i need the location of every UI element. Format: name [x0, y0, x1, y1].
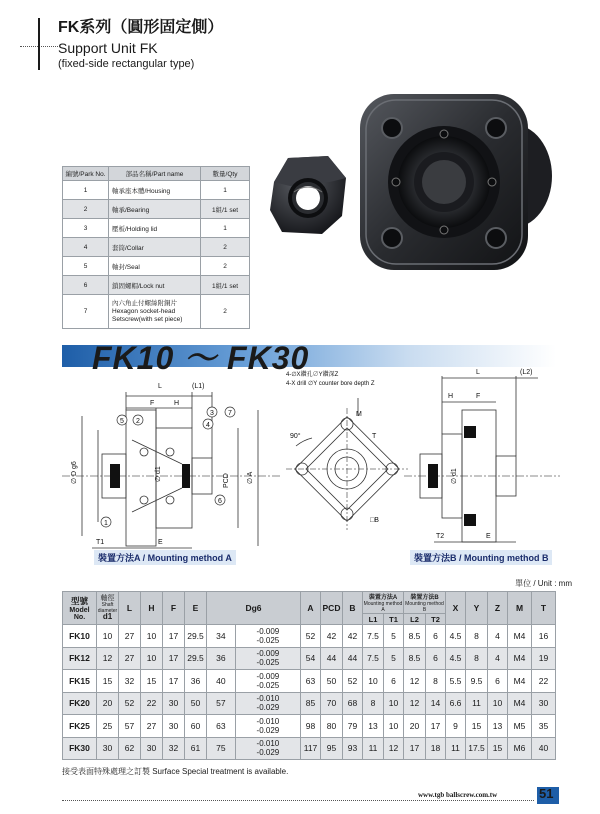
- cell-d1: 30: [97, 737, 119, 760]
- cell-d: 75: [207, 737, 236, 760]
- cell-m: M4: [508, 692, 532, 715]
- banner-title: FK10 ～ FK30: [92, 340, 310, 376]
- tolerance-upper: -0.010: [256, 694, 280, 704]
- cell-t: 30: [532, 692, 556, 715]
- cell-l: 27: [119, 625, 141, 648]
- th-pcd: PCD: [321, 592, 343, 625]
- m-label: M: [356, 411, 362, 418]
- th-t1: T1: [384, 614, 404, 625]
- cell-a: 98: [301, 715, 321, 738]
- cell-t: 16: [532, 625, 556, 648]
- cell-b: 52: [343, 670, 363, 693]
- parts-header-name: 部品名稱/Part name: [109, 167, 201, 181]
- cell-y: 8: [466, 647, 488, 670]
- svg-text:∅ D g6: ∅ D g6: [71, 461, 78, 484]
- cell-l2: 8.5: [404, 647, 426, 670]
- tolerance-upper: -0.009: [256, 649, 280, 659]
- th-l2: L2: [404, 614, 426, 625]
- support-unit-photo: [352, 84, 560, 280]
- cell-e: 61: [185, 737, 207, 760]
- cell-m: M6: [508, 737, 532, 760]
- part-qty: 1: [201, 219, 250, 238]
- cell-b: 42: [343, 625, 363, 648]
- cell-pcd: 50: [321, 670, 343, 693]
- svg-text:5: 5: [120, 418, 124, 425]
- spec-row: [63, 737, 556, 760]
- svg-text:F: F: [150, 400, 155, 407]
- th-shaft-en2: diameter: [97, 608, 118, 614]
- part-no: 3: [63, 219, 109, 238]
- lock-nut-photo: [266, 152, 350, 236]
- cell-dg6-tolerance: [235, 625, 300, 648]
- th-dg6: Dg6: [207, 592, 301, 625]
- cell-f: 17: [163, 647, 185, 670]
- cell-h: 22: [141, 692, 163, 715]
- cell-z: 13: [488, 715, 508, 738]
- cell-d: 36: [207, 647, 236, 670]
- cell-dg6-tolerance: [235, 737, 300, 760]
- part-no: 5: [63, 257, 109, 276]
- cell-z: 10: [488, 692, 508, 715]
- th-mounting-a: [363, 592, 404, 614]
- cell-t2: 14: [426, 692, 446, 715]
- cell-x: 9: [446, 715, 466, 738]
- parts-header-no: 編號/Park No.: [63, 167, 109, 181]
- th-model: [63, 592, 97, 625]
- part-name: 軸承座本體/Housing: [109, 181, 201, 200]
- l2-label: (L2): [520, 369, 533, 376]
- cell-a: 85: [301, 692, 321, 715]
- cell-b: 68: [343, 692, 363, 715]
- cell-t: 19: [532, 647, 556, 670]
- part-name: 鎖固螺帽/Lock nut: [109, 276, 201, 295]
- b-label: □B: [370, 517, 379, 524]
- svg-text:6: 6: [218, 498, 222, 505]
- part-no: 1: [63, 181, 109, 200]
- th-e: E: [185, 592, 207, 625]
- part-qty: 2: [201, 295, 250, 329]
- series-cn: 系列（圓形固定側）: [79, 19, 224, 36]
- cell-h: 10: [141, 647, 163, 670]
- th-t: T: [532, 592, 556, 625]
- subtitle-en: (fixed-side rectangular type): [58, 58, 195, 70]
- part-qty: 1組/1 set: [201, 276, 250, 295]
- cell-x: 5.5: [446, 670, 466, 693]
- tolerance-lower: -0.029: [256, 748, 280, 758]
- series-title: [58, 14, 223, 37]
- cell-z: 4: [488, 647, 508, 670]
- cell-t2: 6: [426, 625, 446, 648]
- spec-row: [63, 647, 556, 670]
- th-model-cn: 型號: [70, 596, 88, 606]
- cell-model: FK20: [63, 692, 97, 715]
- parts-row: [63, 257, 250, 276]
- drawing-method-b: [404, 366, 560, 552]
- cell-l2: 12: [404, 692, 426, 715]
- th-shaft-cn: 軸徑: [100, 595, 115, 602]
- footer-url: www.tgb ballscrew.com.tw: [418, 791, 498, 799]
- cell-d: 40: [207, 670, 236, 693]
- part-no: 4: [63, 238, 109, 257]
- l-label-b: L: [476, 369, 480, 376]
- svg-text:PCD: PCD: [223, 473, 230, 488]
- tolerance-upper: -0.009: [256, 626, 280, 636]
- cell-t2: 6: [426, 647, 446, 670]
- svg-text:1: 1: [104, 520, 108, 527]
- cell-model: FK25: [63, 715, 97, 738]
- cell-f: 30: [163, 692, 185, 715]
- e-label-b: E: [486, 533, 491, 540]
- svg-text:L: L: [158, 383, 162, 390]
- th-l: L: [119, 592, 141, 625]
- th-x: X: [446, 592, 466, 625]
- th-mounting-b: [404, 592, 446, 614]
- d1-label-b: ∅ d1: [451, 468, 458, 484]
- header-bar: [38, 18, 40, 70]
- drawing-method-a: [62, 372, 284, 558]
- spec-row: [63, 625, 556, 648]
- drill-note-cn: 4-∅X鑽孔∅Y鑽深Z: [286, 372, 339, 378]
- tolerance-lower: -0.025: [256, 658, 280, 668]
- cell-l1: 7.5: [363, 647, 384, 670]
- spec-table: [62, 591, 556, 760]
- parts-row: [63, 181, 250, 200]
- unit-label: 單位 / Unit : mm: [515, 579, 572, 588]
- part-name-line: Setscrew(with set piece): [112, 315, 183, 323]
- cell-z: 4: [488, 625, 508, 648]
- parts-header-qty: 數量/Qty: [201, 167, 250, 181]
- svg-text:H: H: [174, 400, 180, 407]
- cell-t: 22: [532, 670, 556, 693]
- cell-y: 9.5: [466, 670, 488, 693]
- cell-e: 50: [185, 692, 207, 715]
- surface-treatment-note: 接受表面特殊處理之訂製 Surface Special treatment is available.: [62, 767, 289, 776]
- cell-f: 32: [163, 737, 185, 760]
- svg-text:∅ d1: ∅ d1: [155, 466, 162, 482]
- spec-header-row: [63, 592, 556, 614]
- cell-t1: 6: [384, 670, 404, 693]
- svg-text:T1: T1: [96, 539, 105, 546]
- cell-pcd: 70: [321, 692, 343, 715]
- parts-row: [63, 295, 250, 329]
- cell-b: 79: [343, 715, 363, 738]
- th-m: M: [508, 592, 532, 625]
- th-mounting-b-cn: 裝置方法B: [410, 595, 439, 601]
- th-a: A: [301, 592, 321, 625]
- cell-t1: 5: [384, 647, 404, 670]
- cell-pcd: 44: [321, 647, 343, 670]
- cell-a: 52: [301, 625, 321, 648]
- cell-t1: 10: [384, 692, 404, 715]
- cell-y: 15: [466, 715, 488, 738]
- cell-d1: 20: [97, 692, 119, 715]
- cell-d: 63: [207, 715, 236, 738]
- cell-d1: 10: [97, 625, 119, 648]
- cell-l2: 17: [404, 737, 426, 760]
- spec-row: [63, 670, 556, 693]
- th-l1: L1: [363, 614, 384, 625]
- angle-label: 90°: [290, 433, 301, 440]
- cell-e: 29.5: [185, 647, 207, 670]
- part-qty: 2: [201, 238, 250, 257]
- tolerance-lower: -0.029: [256, 725, 280, 735]
- tolerance-lower: -0.025: [256, 635, 280, 645]
- part-no: 7: [63, 295, 109, 329]
- cell-y: 17.5: [466, 737, 488, 760]
- th-model-en: Model No.: [69, 607, 90, 621]
- cell-model: FK10: [63, 625, 97, 648]
- cell-l1: 7.5: [363, 625, 384, 648]
- cell-f: 17: [163, 670, 185, 693]
- cell-l1: 11: [363, 737, 384, 760]
- parts-row: [63, 276, 250, 295]
- parts-row: [63, 200, 250, 219]
- f-label-b: F: [476, 393, 481, 400]
- cell-t2: 17: [426, 715, 446, 738]
- part-name: 軸承/Bearing: [109, 200, 201, 219]
- t-label: T: [372, 433, 377, 440]
- part-name-line: Hexagon socket-head: [112, 307, 176, 315]
- cell-d1: 12: [97, 647, 119, 670]
- cell-y: 11: [466, 692, 488, 715]
- cell-a: 63: [301, 670, 321, 693]
- cell-t: 40: [532, 737, 556, 760]
- cell-d1: 25: [97, 715, 119, 738]
- cell-l1: 8: [363, 692, 384, 715]
- svg-text:(L1): (L1): [192, 383, 205, 390]
- cell-e: 29.5: [185, 625, 207, 648]
- th-b: B: [343, 592, 363, 625]
- part-qty: 1: [201, 181, 250, 200]
- cell-h: 27: [141, 715, 163, 738]
- cell-t1: 5: [384, 625, 404, 648]
- svg-text:4: 4: [206, 422, 210, 429]
- cell-t2: 8: [426, 670, 446, 693]
- tolerance-lower: -0.025: [256, 680, 280, 690]
- cell-x: 11: [446, 737, 466, 760]
- spec-table-body: [63, 625, 556, 760]
- th-f: F: [163, 592, 185, 625]
- cell-t: 35: [532, 715, 556, 738]
- cell-l: 62: [119, 737, 141, 760]
- cell-z: 6: [488, 670, 508, 693]
- h-label-b: H: [448, 393, 454, 400]
- th-shaft-en1: Shaft: [101, 602, 114, 608]
- cell-f: 30: [163, 715, 185, 738]
- part-qty: 2: [201, 257, 250, 276]
- part-no: 6: [63, 276, 109, 295]
- cell-h: 30: [141, 737, 163, 760]
- spec-row: [63, 715, 556, 738]
- parts-row: [63, 238, 250, 257]
- tolerance-upper: -0.010: [256, 716, 280, 726]
- cell-t1: 10: [384, 715, 404, 738]
- part-name: 壓板/Holding lid: [109, 219, 201, 238]
- cell-m: M4: [508, 647, 532, 670]
- cell-dg6-tolerance: [235, 670, 300, 693]
- part-name: 軸封/Seal: [109, 257, 201, 276]
- cell-l: 32: [119, 670, 141, 693]
- th-shaft: [97, 592, 119, 625]
- cell-l2: 8.5: [404, 625, 426, 648]
- parts-table: [62, 166, 250, 329]
- cell-y: 8: [466, 625, 488, 648]
- cell-l2: 12: [404, 670, 426, 693]
- cell-h: 15: [141, 670, 163, 693]
- cell-pcd: 42: [321, 625, 343, 648]
- cell-l1: 10: [363, 670, 384, 693]
- cell-b: 44: [343, 647, 363, 670]
- series-code: FK: [58, 19, 80, 36]
- svg-text:E: E: [158, 539, 163, 546]
- cell-dg6-tolerance: [235, 692, 300, 715]
- cell-d: 34: [207, 625, 236, 648]
- part-name: [109, 295, 201, 329]
- th-mounting-a-cn: 裝置方法A: [368, 595, 398, 601]
- spec-row: [63, 692, 556, 715]
- part-name-line: 內六角止付螺絲附銅片: [112, 299, 177, 307]
- cell-dg6-tolerance: [235, 647, 300, 670]
- cell-x: 4.5: [446, 647, 466, 670]
- t2-label: T2: [436, 533, 445, 540]
- cell-t2: 18: [426, 737, 446, 760]
- cell-m: M5: [508, 715, 532, 738]
- cell-h: 10: [141, 625, 163, 648]
- th-t2: T2: [426, 614, 446, 625]
- footer-rule: [62, 800, 534, 801]
- parts-row: [63, 219, 250, 238]
- cell-a: 54: [301, 647, 321, 670]
- tolerance-upper: -0.010: [256, 739, 280, 749]
- cell-pcd: 95: [321, 737, 343, 760]
- th-h: H: [141, 592, 163, 625]
- cell-model: FK30: [63, 737, 97, 760]
- cell-x: 6.6: [446, 692, 466, 715]
- part-qty: 1組/1 set: [201, 200, 250, 219]
- cell-e: 60: [185, 715, 207, 738]
- cell-pcd: 80: [321, 715, 343, 738]
- part-no: 2: [63, 200, 109, 219]
- cell-b: 93: [343, 737, 363, 760]
- mounting-method-a-label: 裝置方法A / Mounting method A: [94, 550, 236, 565]
- cell-d: 57: [207, 692, 236, 715]
- cell-l: 57: [119, 715, 141, 738]
- th-y: Y: [466, 592, 488, 625]
- th-shaft-d1: d1: [102, 612, 113, 621]
- cell-dg6-tolerance: [235, 715, 300, 738]
- cell-z: 15: [488, 737, 508, 760]
- th-mounting-b-en: Mounting method B: [405, 601, 444, 613]
- cell-t1: 12: [384, 737, 404, 760]
- cell-l1: 13: [363, 715, 384, 738]
- drawing-front-view: [282, 368, 412, 548]
- cell-m: M4: [508, 670, 532, 693]
- cell-f: 17: [163, 625, 185, 648]
- parts-header-row: [63, 167, 250, 181]
- page-number: 51: [539, 786, 554, 801]
- svg-text:7: 7: [228, 410, 232, 417]
- cell-l2: 20: [404, 715, 426, 738]
- tolerance-upper: -0.009: [256, 671, 280, 681]
- cell-l: 27: [119, 647, 141, 670]
- svg-text:2: 2: [136, 418, 140, 425]
- cell-m: M4: [508, 625, 532, 648]
- cell-model: FK12: [63, 647, 97, 670]
- mounting-method-b-label: 裝置方法B / Mounting method B: [410, 550, 552, 565]
- cell-e: 36: [185, 670, 207, 693]
- svg-text:∅ A: ∅ A: [247, 471, 254, 484]
- part-name: 套筒/Collar: [109, 238, 201, 257]
- th-z: Z: [488, 592, 508, 625]
- cell-x: 4.5: [446, 625, 466, 648]
- title-en: Support Unit FK: [58, 40, 158, 56]
- cell-model: FK15: [63, 670, 97, 693]
- svg-text:3: 3: [210, 410, 214, 417]
- cell-d1: 15: [97, 670, 119, 693]
- drill-note-en: 4-X drill ∅Y counter bore depth Z: [286, 381, 375, 387]
- th-mounting-a-en: Mounting method A: [363, 601, 403, 613]
- cell-l: 52: [119, 692, 141, 715]
- tolerance-lower: -0.029: [256, 703, 280, 713]
- cell-a: 117: [301, 737, 321, 760]
